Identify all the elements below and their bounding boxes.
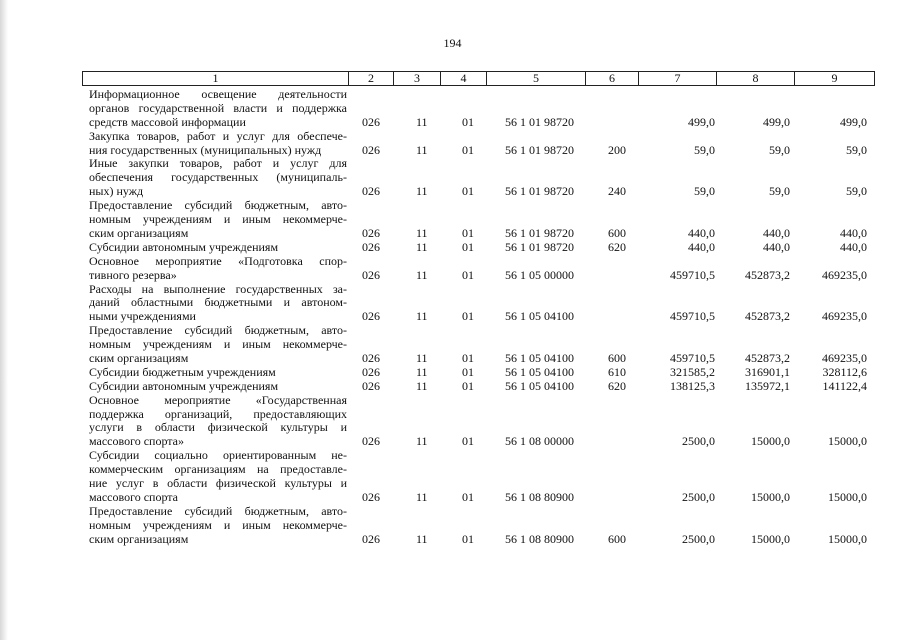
cell-c8: 15000,0: [751, 531, 790, 546]
table-row: [0, 324, 905, 366]
header-col-3: 3: [393, 72, 440, 85]
cell-c5: 56 1 05 04100: [505, 364, 574, 379]
row-name-line: ния государственных (муниципальных) нужд: [89, 142, 322, 157]
cell-c4: 01: [462, 351, 474, 366]
cell-c9: 440,0: [840, 239, 867, 254]
cell-c3: 11: [416, 489, 428, 504]
cell-c2: 026: [362, 434, 380, 449]
cell-c8: 452873,2: [745, 351, 790, 366]
row-name-line: Основное мероприятие «Государственная: [89, 392, 347, 407]
cell-c4: 01: [462, 309, 474, 324]
cell-c2: 026: [362, 239, 380, 254]
cell-c8: 452873,2: [745, 309, 790, 324]
table-row: [0, 130, 905, 158]
cell-c6: 600: [608, 225, 626, 240]
row-name-line: ским организациям: [89, 225, 189, 240]
table-row: [0, 366, 905, 380]
row-name-line: номным учреждениям и иным некоммерче-: [89, 337, 347, 352]
table-row: [0, 157, 905, 199]
row-name: [89, 283, 347, 325]
cell-c6: 600: [608, 531, 626, 546]
row-name-line: ние услуг в области физической культуры и: [89, 476, 347, 491]
row-name: [89, 366, 347, 380]
cell-c9: 469235,0: [822, 351, 867, 366]
table-row: [0, 241, 905, 255]
table-row: [0, 255, 905, 283]
row-name: [89, 380, 347, 394]
cell-c2: 026: [362, 309, 380, 324]
cell-c6: 240: [608, 184, 626, 199]
cell-c2: 026: [362, 351, 380, 366]
cell-c5: 56 1 05 04100: [505, 351, 574, 366]
cell-c2: 026: [362, 114, 380, 129]
cell-c8: 440,0: [763, 225, 790, 240]
cell-c7: 138125,3: [670, 378, 715, 393]
header-col-4: 4: [440, 72, 486, 85]
row-name-line: Закупка товаров, работ и услуг для обеспече-: [89, 128, 347, 143]
row-name: [89, 241, 347, 255]
cell-c9: 141122,4: [822, 378, 867, 393]
table-header: [82, 71, 875, 86]
cell-c9: 469235,0: [822, 309, 867, 324]
row-name-line: Информационное освещение деятельности: [89, 87, 347, 101]
row-name-line: Субсидии автономным учреждениям: [89, 239, 279, 254]
cell-c4: 01: [462, 267, 474, 282]
cell-c3: 11: [416, 351, 428, 366]
row-name: [89, 199, 347, 241]
row-name-line: Основное мероприятие «Подготовка спор-: [89, 253, 347, 268]
row-name-line: коммерческим организациям на предоставле-: [89, 462, 347, 477]
cell-c8: 316901,1: [745, 364, 790, 379]
cell-c2: 026: [362, 142, 380, 157]
cell-c4: 01: [462, 142, 474, 157]
row-name-line: ским организациям: [89, 351, 189, 366]
cell-c2: 026: [362, 225, 380, 240]
row-name-line: Субсидии бюджетным учреждениям: [89, 364, 276, 379]
row-name-line: органов государственной власти и поддержка: [89, 100, 347, 115]
cell-c3: 11: [416, 378, 428, 393]
cell-c4: 01: [462, 239, 474, 254]
cell-c4: 01: [462, 531, 474, 546]
cell-c7: 321585,2: [670, 364, 715, 379]
cell-c9: 15000,0: [828, 434, 867, 449]
cell-c9: 59,0: [846, 184, 867, 199]
row-name-line: поддержка организаций, предоставляющих: [89, 406, 347, 421]
row-name: [89, 505, 347, 547]
header-col-9: 9: [794, 72, 874, 85]
page-number: 194: [443, 36, 462, 50]
cell-c5: 56 1 01 98720: [505, 114, 574, 129]
cell-c5: 56 1 08 80900: [505, 489, 574, 504]
row-name-line: Предоставление субсидий бюджетным, авто-: [89, 323, 347, 338]
cell-c5: 56 1 08 80900: [505, 531, 574, 546]
cell-c6: 620: [608, 239, 626, 254]
cell-c7: 499,0: [688, 114, 715, 129]
cell-c2: 026: [362, 364, 380, 379]
cell-c3: 11: [416, 225, 428, 240]
row-name-line: Субсидии социально ориентированным не-: [89, 448, 347, 463]
row-name: [89, 394, 347, 450]
cell-c3: 11: [416, 434, 428, 449]
row-name-line: Расходы на выполнение государственных за-: [89, 281, 347, 296]
cell-c6: 620: [608, 378, 626, 393]
cell-c3: 11: [416, 531, 428, 546]
cell-c5: 56 1 08 00000: [505, 434, 574, 449]
cell-c6: 600: [608, 351, 626, 366]
row-name: [89, 449, 347, 505]
row-name-line: средств массовой информации: [89, 114, 246, 129]
table-row: [0, 380, 905, 394]
row-name-line: услуги в области физической культуры и: [89, 420, 347, 435]
table-row: [0, 505, 905, 547]
cell-c4: 01: [462, 225, 474, 240]
cell-c9: 15000,0: [828, 489, 867, 504]
cell-c8: 452873,2: [745, 267, 790, 282]
row-name-line: Предоставление субсидий бюджетным, авто-: [89, 198, 347, 213]
cell-c5: 56 1 05 04100: [505, 378, 574, 393]
row-name: [89, 324, 347, 366]
cell-c3: 11: [416, 239, 428, 254]
row-name-line: Иные закупки товаров, работ и услуг для: [89, 156, 347, 171]
table-row: [0, 449, 905, 505]
row-name-line: ными учреждениями: [89, 309, 196, 324]
row-name-line: даний областными бюджетными и автоном-: [89, 295, 347, 310]
row-name-line: Предоставление субсидий бюджетным, авто-: [89, 503, 347, 518]
cell-c4: 01: [462, 378, 474, 393]
cell-c3: 11: [416, 267, 428, 282]
cell-c3: 11: [416, 184, 428, 199]
cell-c7: 459710,5: [670, 267, 715, 282]
row-name-line: тивного резерва»: [89, 267, 177, 282]
cell-c6: 610: [608, 364, 626, 379]
cell-c5: 56 1 05 00000: [505, 267, 574, 282]
cell-c7: 440,0: [688, 225, 715, 240]
cell-c5: 56 1 05 04100: [505, 309, 574, 324]
cell-c8: 15000,0: [751, 489, 790, 504]
row-name: [89, 88, 347, 130]
table-body: [0, 88, 905, 547]
cell-c6: 200: [608, 142, 626, 157]
cell-c7: 459710,5: [670, 309, 715, 324]
cell-c3: 11: [416, 142, 428, 157]
cell-c7: 440,0: [688, 239, 715, 254]
row-name: [89, 157, 347, 199]
cell-c5: 56 1 01 98720: [505, 142, 574, 157]
cell-c5: 56 1 01 98720: [505, 239, 574, 254]
table-row: [0, 283, 905, 325]
cell-c8: 499,0: [763, 114, 790, 129]
cell-c8: 440,0: [763, 239, 790, 254]
row-name-line: ским организациям: [89, 531, 189, 546]
header-col-1: 1: [212, 71, 219, 85]
row-name-line: ных) нужд: [89, 184, 144, 199]
cell-c4: 01: [462, 114, 474, 129]
cell-c7: 59,0: [694, 184, 715, 199]
header-col-2: 2: [348, 72, 393, 85]
cell-c3: 11: [416, 114, 428, 129]
cell-c2: 026: [362, 184, 380, 199]
row-name-line: массового спорта: [89, 489, 179, 504]
cell-c2: 026: [362, 531, 380, 546]
table-row: [0, 88, 905, 130]
cell-c4: 01: [462, 184, 474, 199]
cell-c8: 59,0: [769, 142, 790, 157]
row-name: [89, 255, 347, 283]
row-name: [89, 130, 347, 158]
cell-c9: 15000,0: [828, 531, 867, 546]
cell-c9: 499,0: [840, 114, 867, 129]
header-col-8: 8: [716, 72, 794, 85]
row-name-line: номным учреждениям и иным некоммерче-: [89, 212, 347, 227]
cell-c9: 59,0: [846, 142, 867, 157]
cell-c7: 459710,5: [670, 351, 715, 366]
cell-c8: 15000,0: [751, 434, 790, 449]
cell-c3: 11: [416, 309, 428, 324]
row-name-line: Субсидии автономным учреждениям: [89, 378, 279, 393]
cell-c2: 026: [362, 267, 380, 282]
cell-c4: 01: [462, 434, 474, 449]
table-row: [0, 199, 905, 241]
cell-c7: 2500,0: [682, 434, 715, 449]
cell-c4: 01: [462, 489, 474, 504]
cell-c9: 469235,0: [822, 267, 867, 282]
row-name-line: обеспечения государственных (муниципаль-: [89, 170, 347, 185]
cell-c7: 2500,0: [682, 531, 715, 546]
cell-c7: 59,0: [694, 142, 715, 157]
cell-c2: 026: [362, 378, 380, 393]
row-name-line: массового спорта»: [89, 434, 185, 449]
table-row: [0, 394, 905, 450]
cell-c5: 56 1 01 98720: [505, 225, 574, 240]
header-col-6: 6: [585, 72, 638, 85]
cell-c8: 59,0: [769, 184, 790, 199]
row-name-line: номным учреждениям и иным некоммерче-: [89, 517, 347, 532]
cell-c8: 135972,1: [745, 378, 790, 393]
cell-c9: 440,0: [840, 225, 867, 240]
cell-c5: 56 1 01 98720: [505, 184, 574, 199]
cell-c9: 328112,6: [822, 364, 867, 379]
header-col-7: 7: [638, 72, 716, 85]
cell-c3: 11: [416, 364, 428, 379]
header-col-5: 5: [486, 72, 585, 85]
cell-c4: 01: [462, 364, 474, 379]
cell-c7: 2500,0: [682, 489, 715, 504]
cell-c2: 026: [362, 489, 380, 504]
